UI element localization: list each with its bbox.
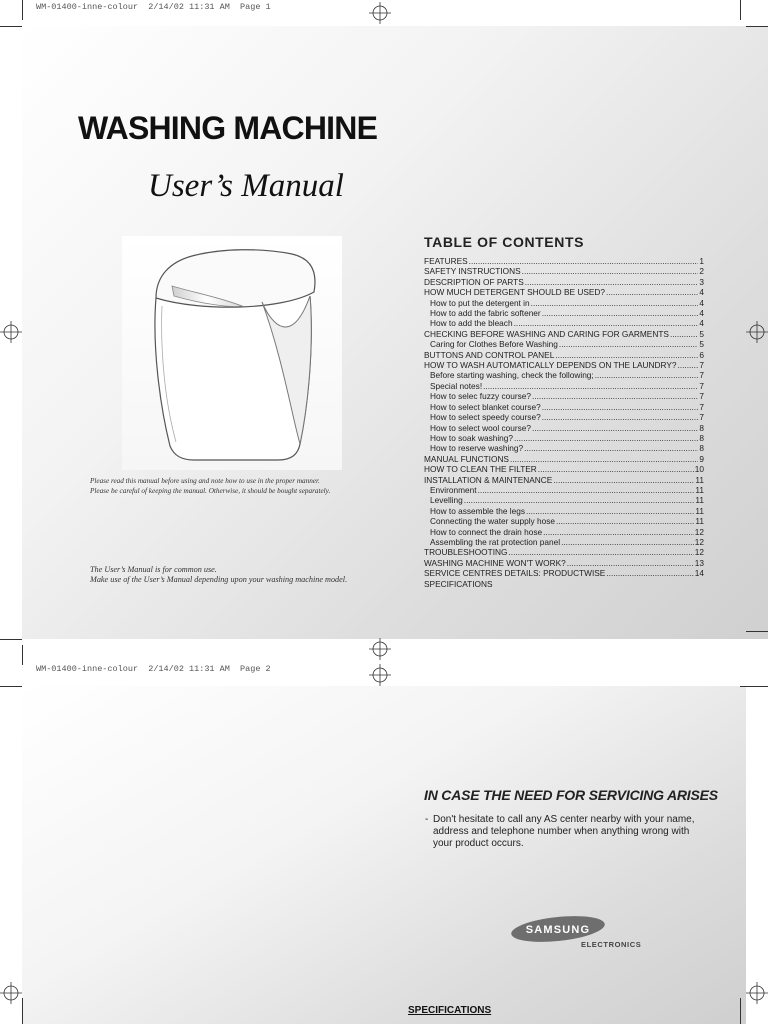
toc-entry [424, 412, 704, 422]
toc-entry-label: Levelling [430, 495, 463, 506]
toc-entry-page: 4 [699, 297, 704, 308]
toc-entry [424, 360, 704, 370]
common-use-note [90, 565, 420, 585]
toc-entry-page: 3 [699, 276, 704, 287]
toc-leader-dots [542, 308, 699, 318]
toc-entry-label: WASHING MACHINE WON'T WORK? [424, 557, 566, 568]
toc-leader-dots [469, 256, 699, 266]
toc-leader-dots [526, 506, 694, 516]
toc-leader-dots [532, 423, 698, 433]
toc-entry-page: 4 [699, 308, 704, 319]
toc-entry-label: HOW MUCH DETERGENT SHOULD BE USED? [424, 287, 606, 298]
toc-entry [424, 329, 704, 339]
toc-leader-dots [567, 558, 694, 568]
toc-entry-label: TROUBLESHOOTING [424, 547, 508, 558]
toc-entry-label: HOW TO WASH AUTOMATICALLY DEPENDS ON THE LAUNDRY? [424, 360, 677, 371]
toc-entry-page: 8 [699, 432, 704, 443]
toc-leader-dots [514, 318, 699, 328]
toc-entry [424, 318, 704, 328]
registration-mark-icon [369, 638, 391, 660]
toc-entry [424, 547, 704, 557]
toc-entry [424, 423, 704, 433]
toc-heading: TABLE OF CONTENTS [424, 234, 585, 250]
toc-leader-dots [510, 454, 698, 464]
toc-entry-page: 11 [695, 474, 704, 485]
toc-entry [424, 298, 704, 308]
toc-entry-page: 9 [699, 453, 704, 464]
toc-entry-label: How to assemble the legs [430, 505, 526, 516]
toc-entry [424, 485, 704, 495]
toc-entry-label: INSTALLATION & MAINTENANCE [424, 474, 553, 485]
toc-entry [424, 256, 704, 266]
toc-leader-dots [606, 568, 693, 578]
usage-note-line: Please be careful of keeping the manual. Otherwise, it should be bought separately. [90, 487, 331, 495]
toc-entry-page: 7 [699, 360, 704, 371]
toc-entry-page: 12 [694, 547, 704, 558]
toc-entry-label: How to soak washing? [430, 432, 514, 443]
toc-entry-label: FEATURES [424, 256, 468, 266]
toc-leader-dots [542, 402, 699, 412]
manual-title: WASHING MACHINE [78, 110, 378, 146]
toc-entry-label: Environment [430, 484, 477, 495]
crop-mark [0, 639, 22, 640]
toc-entry-label: BUTTONS AND CONTROL PANEL [424, 349, 555, 360]
toc-leader-dots [508, 547, 693, 557]
brand-division: ELECTRONICS [581, 940, 642, 949]
toc-entry-label: How to add the fabric softener [430, 308, 541, 319]
usage-note-line: Please read this manual before using and note how to use in the proper manner. [90, 477, 320, 485]
toc-leader-dots [538, 464, 694, 474]
registration-mark-icon [369, 2, 391, 24]
printer-slug-page-1: WM-01400-inne-colour 2/14/02 11:31 AM Page 1 [36, 2, 271, 12]
toc-entry-page: 12 [694, 536, 704, 547]
toc-leader-dots [543, 527, 694, 537]
toc-entry [424, 495, 704, 505]
toc-leader-dots [483, 381, 698, 391]
toc-entry-page: 13 [694, 557, 704, 568]
toc-entry-page: 11 [695, 516, 704, 527]
toc-entry-label: SAFETY INSTRUCTIONS [424, 266, 521, 277]
toc-leader-dots [524, 443, 698, 453]
toc-entry-label: How to select speedy course? [430, 412, 541, 423]
common-use-note-line: Make use of the User’s Manual depending upon your washing machine model. [90, 575, 348, 584]
printer-slug-page-2: WM-01400-inne-colour 2/14/02 11:31 AM Page 2 [36, 664, 271, 674]
toc-leader-dots [595, 370, 699, 380]
toc-entry-page: 7 [699, 401, 704, 412]
toc-entry-label: How to connect the drain hose [430, 526, 543, 537]
toc-leader-dots [561, 537, 694, 547]
toc-entry-page: 10 [694, 464, 704, 475]
crop-mark [746, 631, 768, 632]
service-bullet: - [425, 814, 429, 825]
registration-mark-icon [0, 321, 22, 343]
toc-leader-dots [532, 391, 698, 401]
registration-mark-icon [369, 664, 391, 686]
toc-entry-label: How to select wool course? [430, 422, 531, 433]
toc-entry-label: How to reserve washing? [430, 443, 524, 454]
toc-entry [424, 568, 704, 578]
toc-entry-page: 6 [699, 349, 704, 360]
toc-leader-dots [525, 277, 699, 287]
toc-leader-dots [559, 339, 698, 349]
toc-entry [424, 287, 704, 297]
toc-entry [424, 516, 704, 526]
toc-entry-label: How to select blanket course? [430, 401, 541, 412]
toc-entry-page: 5 [699, 328, 704, 339]
toc-entry-page: 11 [695, 484, 704, 495]
toc-entry-label: Caring for Clothes Before Washing [430, 339, 558, 350]
toc-entry [424, 506, 704, 516]
toc-entry-label: DESCRIPTION OF PARTS [424, 276, 524, 287]
service-text: Don't hesitate to call any AS center nearby with your name, address and telephone number when anything wrong with your product occurs. [433, 814, 695, 849]
toc-entry-label: Connecting the water supply hose [430, 516, 555, 527]
common-use-note-line: The User’s Manual is for common use. [90, 565, 217, 574]
back-panel [22, 686, 746, 1024]
toc-leader-dots [556, 516, 694, 526]
toc-entry [424, 277, 704, 287]
toc-entry-page: 11 [695, 495, 704, 506]
toc-entry [424, 402, 704, 412]
machine-illustration-frame [122, 236, 342, 470]
toc-entry-page: 11 [695, 505, 704, 516]
crop-mark [740, 0, 741, 20]
toc-entry-page: 1 [699, 256, 704, 266]
toc-entry-page: 14 [694, 568, 704, 579]
toc-entry [424, 381, 704, 391]
toc-entry [424, 308, 704, 318]
toc-entry [424, 558, 704, 568]
toc-entry-label: How to selec fuzzy course? [430, 391, 531, 402]
toc-entry-label: Assembling the rat protection panel [430, 536, 561, 547]
toc-entry-label: How to put the detergent in [430, 297, 530, 308]
toc-list [424, 256, 704, 589]
crop-mark [0, 26, 22, 27]
toc-leader-dots [542, 412, 699, 422]
toc-entry-page: 7 [699, 370, 704, 381]
toc-entry-page: 7 [699, 391, 704, 402]
toc-entry-page: 7 [699, 412, 704, 423]
toc-entry [424, 433, 704, 443]
registration-mark-icon [0, 982, 22, 1004]
toc-entry-label: SERVICE CENTRES DETAILS: PRODUCTWISE [424, 568, 606, 579]
crop-mark [740, 998, 741, 1024]
toc-entry [424, 464, 704, 474]
toc-leader-dots [606, 287, 698, 297]
toc-leader-dots [522, 266, 699, 276]
toc-entry [424, 350, 704, 360]
toc-entry [424, 454, 704, 464]
toc-entry-page: 5 [699, 339, 704, 350]
toc-entry [424, 370, 704, 380]
crop-mark [740, 686, 768, 687]
manual-subtitle: User’s Manual [148, 168, 344, 204]
toc-entry-page: 4 [699, 318, 704, 329]
toc-entry-page: 7 [699, 380, 704, 391]
toc-entry-label: Before starting washing, check the following; [430, 370, 594, 381]
toc-entry [424, 339, 704, 349]
toc-leader-dots [670, 329, 698, 339]
service-instructions [425, 814, 725, 850]
toc-entry-label: How to add the bleach [430, 318, 513, 329]
crop-mark [746, 26, 768, 27]
toc-leader-dots [531, 298, 699, 308]
toc-entry [424, 537, 704, 547]
toc-entry-page: 8 [699, 443, 704, 454]
toc-leader-dots [553, 475, 694, 485]
toc-leader-dots [555, 350, 698, 360]
toc-entry-label: CHECKING BEFORE WASHING AND CARING FOR GARMENTS [424, 328, 669, 339]
crop-mark [22, 645, 23, 665]
toc-entry-label: Special notes! [430, 380, 483, 391]
samsung-logo-text: SAMSUNG [525, 924, 591, 936]
crop-mark [22, 0, 23, 20]
toc-leader-dots [478, 485, 695, 495]
toc-entry-label: SPECIFICATIONS [424, 578, 493, 589]
toc-entry-page: 2 [699, 266, 704, 277]
toc-leader-dots [464, 495, 695, 505]
table-of-contents [424, 234, 704, 589]
toc-entry [424, 391, 704, 401]
toc-entry-page: 8 [699, 422, 704, 433]
toc-entry-page: 4 [699, 287, 704, 298]
toc-leader-dots [514, 433, 698, 443]
registration-mark-icon [746, 982, 768, 1004]
toc-entry [424, 579, 704, 589]
service-heading: IN CASE THE NEED FOR SERVICING ARISES [424, 787, 718, 803]
toc-entry-page: 12 [694, 526, 704, 537]
toc-leader-dots [678, 360, 699, 370]
toc-entry [424, 527, 704, 537]
toc-entry [424, 266, 704, 276]
toc-entry [424, 475, 704, 485]
usage-note [90, 476, 410, 496]
specifications-footer: SPECIFICATIONS [408, 1005, 492, 1016]
toc-entry [424, 443, 704, 453]
crop-mark [22, 998, 23, 1024]
registration-mark-icon [746, 321, 768, 343]
washing-machine-icon [122, 236, 342, 470]
toc-entry-label: HOW TO CLEAN THE FILTER [424, 464, 537, 475]
crop-mark [0, 686, 22, 687]
toc-entry-label: MANUAL FUNCTIONS [424, 453, 509, 464]
